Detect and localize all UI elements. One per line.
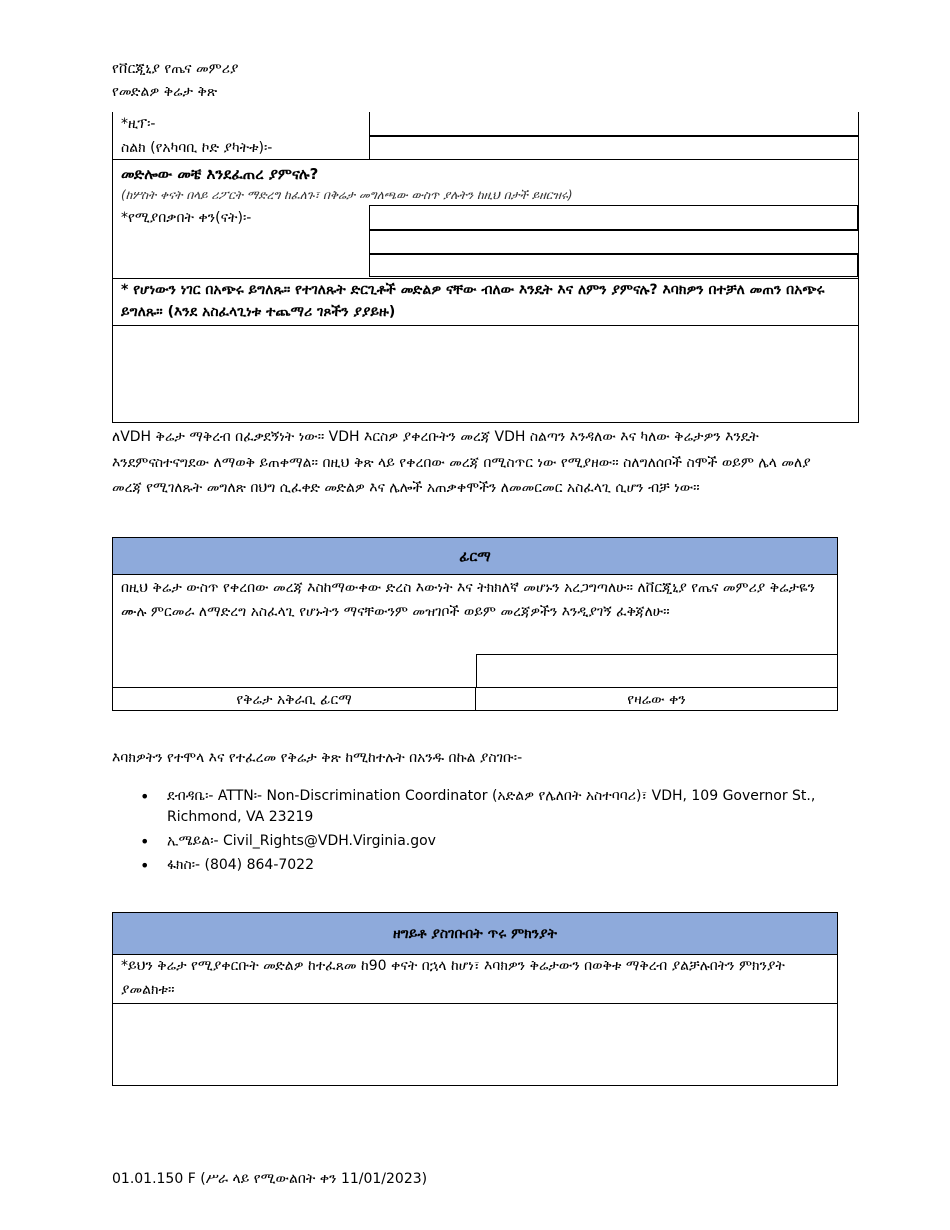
delay-reason-textarea[interactable] bbox=[112, 1003, 838, 1086]
zip-label-cell bbox=[112, 112, 370, 136]
phone-input[interactable] bbox=[369, 136, 859, 160]
date-input-2[interactable] bbox=[369, 230, 859, 254]
submit-methods-list bbox=[140, 786, 840, 879]
privacy-paragraph: ለVDH ቅሬታ ማቅረብ በፈቃደኝነት ነው። VDH እርስዎ ያቀረቡትን መረጃ VDH ስልጣን እንዳለው እና ካለው ቅሬታዎን እንዴት እንደምናስተናግደው ለማወቅ ይጠቀማል። በዚህ ቅጽ ላይ የቀረበው መረጃ በሚስጥር ነው የሚያዘው። ስለግለሰቦች ስሞች ወይም ሌላ መለያ መረጃ የሚገለጹት መግለጽ በህግ ሲፈቀድ መድልዎ እና ሌሎች አጠቃቀሞችን ለመመርመር አስፈላጊ ሲሆን ብቻ ነው። bbox=[112, 429, 811, 496]
when-section-note: (ከሦስት ቀናት በላይ ሪፖርት ማድረግ ከፈለጉ፣ በቅሬታ መግለጫው ውስጥ ያሉትን ከዚህ በታች ይዘርዝሩ) bbox=[121, 188, 573, 202]
signature-label: የቅሬታ አቅራቢ ፊርማ bbox=[236, 692, 352, 708]
signature-statement: በዚህ ቅሬታ ውስጥ የቀረበው መረጃ እስከማውቀው ድረስ እውነት እና ትክክለኛ መሆኑን አረጋግጣለሁ። ለቨርጂኒያ የጤና መምሪያ ቅሬታዬን ሙሉ ምርመራ ለማድረግ አስፈላጊ የሆኑትን ማናቸውንም መዝገቦች ወይም መረጃዎችን እንዲያገኝ ፈቅጃለሁ። bbox=[121, 580, 815, 620]
submit-method-mail: • ደብዳቤ፡- ATTN፡- Non-Discrimination Coordinator (አድልዎ የሌለበት አስተባባሪ)፣ VDH, 109 Governor St., Richmond, VA 23219 bbox=[140, 786, 840, 828]
form-title: የመድልዎ ቅሬታ ቅጽ bbox=[112, 84, 218, 100]
phone-label: ስልክ (የአካባቢ ኮድ ያካትቱ)፡- bbox=[121, 140, 273, 156]
date-label-cell bbox=[475, 687, 838, 711]
signature-label-cell bbox=[112, 687, 476, 711]
signature-date-input[interactable] bbox=[476, 654, 838, 688]
date-input-3[interactable] bbox=[369, 254, 858, 277]
zip-label: *ዚፕ፡- bbox=[121, 116, 156, 132]
zip-input[interactable] bbox=[369, 112, 859, 136]
submit-intro: እባክዎትን የተሞላ እና የተፈረመ የቅሬታ ቅጽ ከሚከተሉት በአንዱ በኩል ያስገቡ፡- bbox=[112, 750, 523, 766]
department-name: የቨርጂኒያ የጤና መምሪያ bbox=[112, 61, 239, 77]
signature-heading: ፊርማ bbox=[459, 549, 491, 565]
description-textarea[interactable] bbox=[112, 325, 859, 423]
describe-section-title: * የሆነውን ነገር በአጭሩ ይግለጹ። የተገለጹት ድርጊቶች መድልዎ ናቸው ብለው እንዴት እና ለምን ያምናሉ? እባክዎን በተቻለ መጠን በአጭሩ ይግለጹ። (እንደ አስፈላጊነቱ ተጨማሪ ገጾችን ያያይዙ) bbox=[121, 282, 825, 320]
delay-heading: ዘግይቶ ያስገቡበት ጥሩ ምክንያት bbox=[392, 926, 557, 942]
submit-method-email: • ኢሜይል፡- Civil_Rights@VDH.Virginia.gov bbox=[140, 831, 840, 852]
submit-method-fax: • ፋክስ፡- (804) 864-7022 bbox=[140, 855, 840, 876]
date-input-1[interactable] bbox=[369, 205, 858, 230]
phone-label-cell bbox=[112, 136, 370, 160]
delay-statement-cell bbox=[112, 954, 838, 1004]
when-section-title: መድሎው መቼ እንደፈጠረ ያምናሉ? bbox=[121, 165, 319, 183]
document-header bbox=[112, 58, 238, 104]
describe-section-header bbox=[112, 278, 859, 326]
form-footer: 01.01.150 F (ሥራ ላይ የሚውልበት ቀን 11/01/2023) bbox=[112, 1171, 428, 1187]
signature-heading-cell bbox=[112, 537, 838, 575]
delay-heading-cell bbox=[112, 912, 838, 955]
delay-statement: *ይህን ቅሬታ የሚያቀርቡት መድልዎ ከተፈጸመ ከ90 ቀናት በኋላ ከሆነ፣ እባክዎን ቅሬታውን በወቅቱ ማቅረብ ያልቻሉበትን ምክንያት ያመልክቱ። bbox=[121, 958, 785, 998]
date-label: *የሚያበቃበት ቀን(ናት)፡- bbox=[121, 210, 252, 226]
today-date-label: የዛሬው ቀን bbox=[627, 692, 686, 708]
